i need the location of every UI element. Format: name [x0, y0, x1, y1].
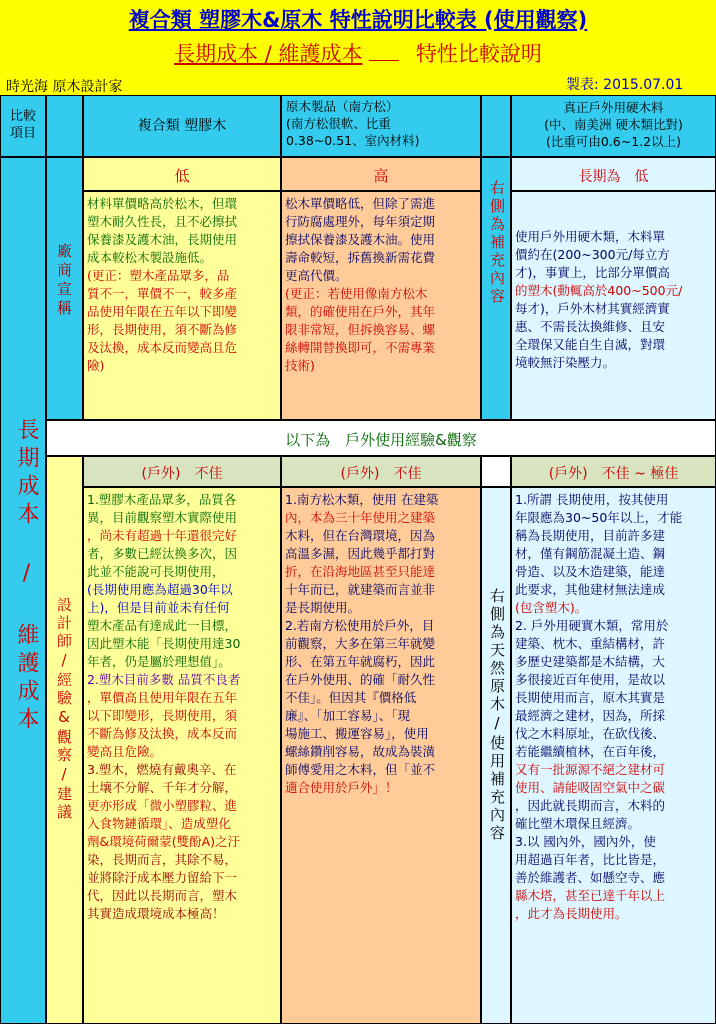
s2-pine-line: 高溫多濕，因此幾乎都打對	[285, 546, 436, 561]
section2-hardwood-rating-text: (戶外) 不佳 ~ 極佳	[548, 466, 679, 482]
s2-composite-line: 變高且危險。	[87, 744, 163, 759]
hardwood-header-line3: (比重可由0.6~1.2以上)	[546, 134, 681, 149]
s2-hardwood-line: 長期使用而言，原木其實是	[515, 690, 666, 705]
pine-header-line2: (南方松很軟、比重	[286, 116, 391, 131]
section2-hardwood-text	[511, 487, 716, 1024]
s1-composite-line: 成本較松木製設施低。	[87, 250, 213, 265]
section-divider-text: 以下為 戶外使用經驗&觀察	[285, 431, 477, 449]
s2-hardwood-line: ，因此就長期而言，木料的	[515, 798, 666, 813]
s2-pine-line: 在戶外使用、的確「耐久性	[285, 672, 436, 687]
s2-composite-line: 年者，仍是屬於理想值」。	[87, 654, 231, 669]
s2-hardwood-line: 稱為長期使用，目前許多建	[515, 528, 666, 543]
s2-composite-line: 並將除汙成本壓力留給下一	[87, 870, 238, 885]
section1-composite-text	[83, 191, 281, 420]
s2-hardwood-line: 材，僅有鋼筋混凝土造、鋼	[515, 546, 666, 561]
s2-hardwood-line: 多歷史建築都是木結構，大	[515, 654, 666, 669]
s2-hardwood-line: 最經濟之建材，因為，所採	[515, 708, 666, 723]
s2-composite-line: 2.塑木目前多數 品質不良者	[87, 672, 241, 687]
s2-pine-line: 折，在沿海地區甚至只能達	[285, 564, 436, 579]
s1-pine-line: 絲轉開替換即可，不需專業	[285, 340, 436, 355]
s2-pine-line: 適合使用於戶外」！	[285, 780, 398, 795]
s2-composite-line: 劑&環境荷爾蒙(雙酚A)之汙	[87, 834, 241, 849]
s1-pine-line: 類，的確使用在戶外，其年	[285, 304, 436, 319]
s1-hardwood-line: 價約在(200~300元/每立方	[515, 247, 670, 262]
column-header-item-text: 比較項目	[9, 109, 36, 141]
s2-hardwood-line: 3.以 國內外，國內外，使	[515, 834, 656, 849]
s2-hardwood-line: 又有一批源源不絕之建材可	[515, 762, 666, 777]
s2-hardwood-line: 多很接近百年使用，是故以	[515, 672, 666, 687]
s2-composite-line: ，單價高且使用年限在五年	[87, 690, 238, 705]
s2-pine-line: 師傅愛用之木料，但「並不	[285, 762, 436, 777]
s1-composite-line: 材料單價略高於松木，但環	[87, 196, 238, 211]
s2-composite-line: 塑木產品有達成此一目標，	[87, 618, 238, 633]
s1-composite-line: 塑木耐久性長，且不必擦拭	[87, 214, 238, 229]
s2-composite-line: 代，因此以長期而言，塑木	[87, 888, 238, 903]
section1-pine-rating-text: 高	[373, 167, 389, 185]
s2-hardwood-line: 此要求，其他建材無法達成	[515, 582, 666, 597]
s2-composite-line: ，尚未有超過十年還很完好	[87, 528, 238, 543]
section1-side-note-cell	[481, 157, 511, 420]
s1-hardwood-line: 每才)，戶外木材其實經濟實	[515, 301, 670, 316]
s2-pine-line: 形、在第五年就腐朽，因此	[285, 654, 436, 669]
s2-composite-line: 因此塑木能「長期使用達30	[87, 636, 241, 651]
section2-side-note-cell	[481, 487, 511, 1024]
s1-composite-line: 及汰換，成本反而變高且危	[87, 340, 238, 355]
section1-composite-rating	[83, 157, 281, 191]
section1-label: 廠商宣稱	[55, 243, 73, 319]
s2-pine-line: 螺絲鑽削容易，故成為裝潢	[285, 744, 436, 759]
section1-side-note: 右側為補充內容	[488, 180, 506, 306]
s1-pine-line: 更高代價。	[285, 268, 348, 283]
section2-composite-rating	[83, 456, 281, 487]
section2-label: 設計師/經驗&觀察/建議	[55, 597, 73, 822]
s1-hardwood-line: 使用戶外用硬木類，木料單	[515, 229, 666, 244]
s2-composite-line: 土壤不分解、千年才分解，	[87, 780, 238, 795]
s2-hardwood-line: 1.所謂 長期使用，按其使用	[515, 492, 669, 507]
s2-pine-line: 廉』、「加工容易」、「現	[285, 708, 411, 723]
s2-hardwood-line: 用超過百年者，比比皆是，	[515, 852, 666, 867]
s2-composite-line: 3.塑木，燃燒有戴奧辛、在	[87, 762, 237, 777]
s2-hardwood-line: 2. 戶外用硬實木類，常用於	[515, 618, 669, 633]
author-label: 時光海 原木設計家	[6, 79, 123, 95]
s2-composite-line: 1.塑膠木產品眾多，品質各	[87, 492, 237, 507]
section2-composite-text	[83, 487, 281, 1024]
s1-pine-line: (更正：若使用像南方松木	[285, 286, 428, 301]
page-subtitle	[0, 38, 716, 68]
column-header-spacer	[46, 95, 83, 157]
s2-composite-line: 上)，但是目前並未有任何	[87, 600, 230, 615]
column-header-composite-text: 複合類 塑膠木	[137, 118, 227, 134]
s2-hardwood-line: 骨造、以及木造建築，能達	[515, 564, 666, 579]
s1-pine-line: 行防腐處理外，每年須定期	[285, 214, 436, 229]
s2-hardwood-line: 使用、請能吸固空氣中之碳	[515, 780, 666, 795]
s1-composite-line: 保養漆及護木油，長期使用	[87, 232, 238, 247]
s1-composite-line: 形，長期使用，須不斷為修	[87, 322, 238, 337]
section-divider	[46, 420, 716, 456]
s2-composite-line: 此並不能說可長期使用，	[87, 564, 225, 579]
section1-composite-rating-text: 低	[174, 167, 190, 185]
s2-pine-line: 十年而已，就建築而言並非	[285, 582, 436, 597]
s2-pine-line: 木料，但在台灣環境，因為	[285, 528, 436, 543]
column-header-composite	[83, 95, 281, 157]
s1-hardwood-line: 的塑木(動輒高於400~500元/	[515, 283, 683, 298]
s1-pine-line: 壽命較短，拆舊換新需花費	[285, 250, 436, 265]
section1-pine-text	[281, 191, 481, 420]
pine-header-line1: 原木製品（南方松）	[286, 99, 399, 114]
s2-composite-line: 者，多數已經汰換多次，因	[87, 546, 238, 561]
column-header-item	[0, 95, 46, 157]
page-title: 複合類 塑膠木&原木 特性說明比較表 (使用觀察)	[128, 8, 588, 32]
section2-label-cell	[46, 456, 83, 1024]
hardwood-header-line1: 真正戶外用硬木料	[563, 100, 664, 115]
s2-hardwood-line: (包含塑木)。	[515, 600, 588, 615]
subtitle-underlined: 長期成本 / 維護成本	[174, 42, 363, 66]
s2-pine-line: 前觀察，大多在第三年就變	[285, 636, 436, 651]
hardwood-header-line2: (中、南美洲 硬木類比對)	[544, 117, 683, 132]
s2-composite-line: 染，長期而言，其除不易，	[87, 852, 238, 867]
s1-hardwood-line: 全環保又能自生自滅，對環	[515, 337, 666, 352]
section2-hardwood-rating	[511, 456, 716, 487]
s1-composite-line: 質不一，單價不一，較多產	[87, 286, 238, 301]
s2-composite-line: 更亦形成「微小塑膠粒、進	[87, 798, 238, 813]
s2-composite-line: 不斷為修及汰換，成本反而	[87, 726, 238, 741]
s2-composite-line: 以下即變形，長期使用，須	[87, 708, 238, 723]
section1-label-cell	[46, 157, 83, 420]
section1-hardwood-text	[511, 191, 716, 420]
s2-pine-line: 是長期使用。	[285, 600, 361, 615]
section2-pine-rating	[281, 456, 481, 487]
s1-hardwood-line: 境較無汙染壓力。	[515, 355, 616, 370]
s2-composite-line: 異，目前觀察塑木實際使用	[87, 510, 238, 525]
s2-hardwood-line: 縣木塔，甚至已達千年以上	[515, 888, 666, 903]
column-header-pine	[281, 95, 481, 157]
row-label: 長期成本 / 維護成本	[14, 418, 39, 735]
s2-composite-line: (長期使用應為超過30年以	[87, 582, 233, 597]
s2-hardwood-line: 建築、枕木、重結構材，許	[515, 636, 666, 651]
s1-composite-line: (更正：塑木產品眾多，品	[87, 268, 230, 283]
date-label: 製表: 2015.07.01	[566, 77, 684, 93]
s1-pine-line: 松木單價略低，但除了需進	[285, 196, 436, 211]
s1-composite-line: 險)	[87, 358, 105, 373]
section1-pine-rating	[281, 157, 481, 191]
s1-hardwood-line: 才)，事實上，比部分單價高	[515, 265, 670, 280]
section1-hardwood-rating	[511, 157, 716, 191]
section2-side-spacer	[481, 456, 511, 487]
s2-hardwood-line: 若能繼續植林，在百年後，	[515, 744, 666, 759]
s2-composite-line: 入食物鏈循環」、造成塑化	[87, 816, 231, 831]
subtitle-underline-gap	[369, 60, 399, 61]
s1-pine-line: 技術)	[285, 358, 315, 373]
s2-hardwood-line: 年限應為30~50年以上，才能	[515, 510, 683, 525]
s2-pine-line: 不佳」。但因其『價格低	[285, 690, 417, 705]
row-label-cell	[0, 157, 46, 1024]
s2-pine-line: 場施工、搬運容易」，使用	[285, 726, 429, 741]
section2-pine-rating-text: (戶外) 不佳	[340, 466, 422, 482]
s2-hardwood-line: 伐之木料原址，在砍伐後、	[515, 726, 666, 741]
pine-header-line3: 0.38~0.51、室內材料)	[286, 133, 420, 148]
s1-pine-line: 限非常短，但拆換容易、螺	[285, 322, 436, 337]
s1-pine-line: 擦拭保養漆及護木油。使用	[285, 232, 436, 247]
s2-hardwood-line: 善於維護者、如懸空寺、應	[515, 870, 666, 885]
section1-hardwood-rating-text: 長期為 低	[578, 169, 649, 185]
column-header-side-spacer	[481, 95, 511, 157]
s2-hardwood-line: ，此才為長期使用。	[515, 906, 628, 921]
s2-hardwood-line: 確比塑木環保且經濟。	[515, 816, 641, 831]
column-header-hardwood	[511, 95, 716, 157]
section2-side-note: 右側為天然原木/使用補充內容	[488, 588, 506, 843]
s2-pine-line: 2.若南方松使用於戶外，目	[285, 618, 435, 633]
subtitle-rest: 特性比較說明	[415, 42, 542, 66]
s2-pine-line: 1.南方松木類，使用 在建築	[285, 492, 439, 507]
section2-composite-rating-text: (戶外) 不佳	[141, 466, 223, 482]
s1-hardwood-line: 惠、不需長汰換維修、且安	[515, 319, 666, 334]
s1-composite-line: 品使用年限在五年以下即變	[87, 304, 238, 319]
s2-composite-line: 其實造成環境成本極高！	[87, 906, 225, 921]
s2-pine-line: 內，本為三十年使用之建築	[285, 510, 436, 525]
section2-pine-text	[281, 487, 481, 1024]
